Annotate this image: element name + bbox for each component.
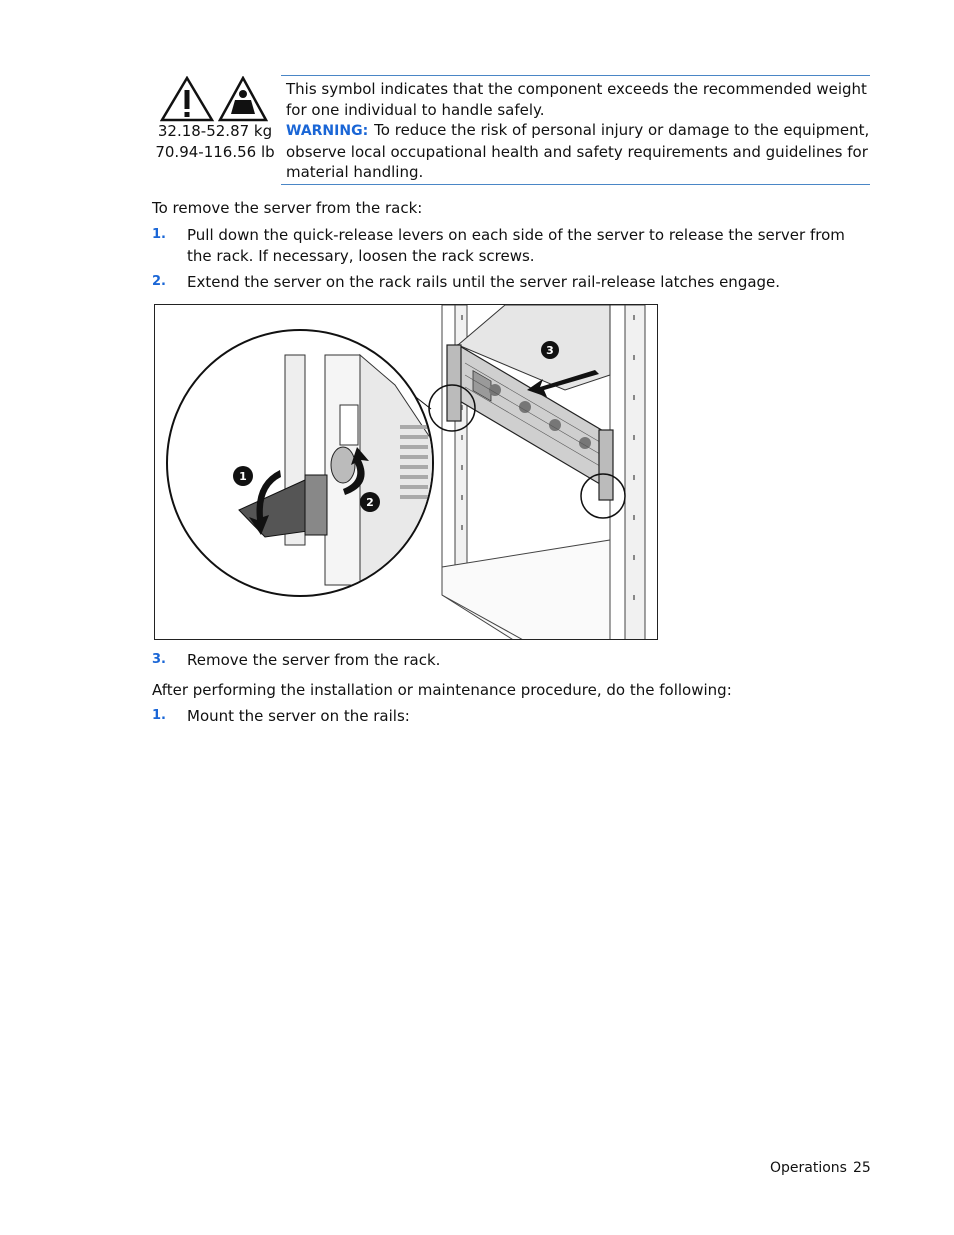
weight-warning-icons <box>160 76 272 122</box>
warning-label: WARNING: <box>286 123 369 139</box>
warning-box <box>281 75 870 185</box>
weight-lb-label: 70.94-116.56 lb <box>155 143 275 161</box>
weight-kg-label: 32.18-52.87 kg <box>157 122 273 140</box>
page-number: 25 <box>853 1160 871 1176</box>
warning-text: To reduce the risk of personal injury or damage to the equipment, observe local occupational health and safety requirements and guidelines for material handling. <box>286 121 870 181</box>
illustration-svg <box>155 305 658 640</box>
step-text: Extend the server on the rack rails until the server rail-release latches engage. <box>187 273 781 291</box>
step-text: Remove the server from the rack. <box>187 651 441 669</box>
warning-paragraph <box>286 120 870 183</box>
symbol-description: This symbol indicates that the component exceeds the recommended weight for one individual to handle safely. <box>286 80 867 119</box>
step-number: 1. <box>152 227 166 242</box>
footer-section: Operations <box>770 1160 847 1176</box>
callout-3: 3 <box>546 344 554 357</box>
step-number: 2. <box>152 274 166 289</box>
callout-2: 2 <box>366 496 374 509</box>
after-text: After performing the installation or maintenance procedure, do the following: <box>152 681 732 699</box>
heavy-weight-icon <box>218 76 268 122</box>
server-removal-illustration <box>154 304 658 640</box>
step-text: Pull down the quick-release levers on each side of the server to release the server from the rack. If necessary, loosen the rack screws. <box>187 226 845 265</box>
step-number: 1. <box>152 708 166 723</box>
intro-text: To remove the server from the rack: <box>152 199 423 217</box>
step-number: 3. <box>152 652 166 667</box>
step-text: Mount the server on the rails: <box>187 707 410 725</box>
callout-1: 1 <box>239 470 247 483</box>
